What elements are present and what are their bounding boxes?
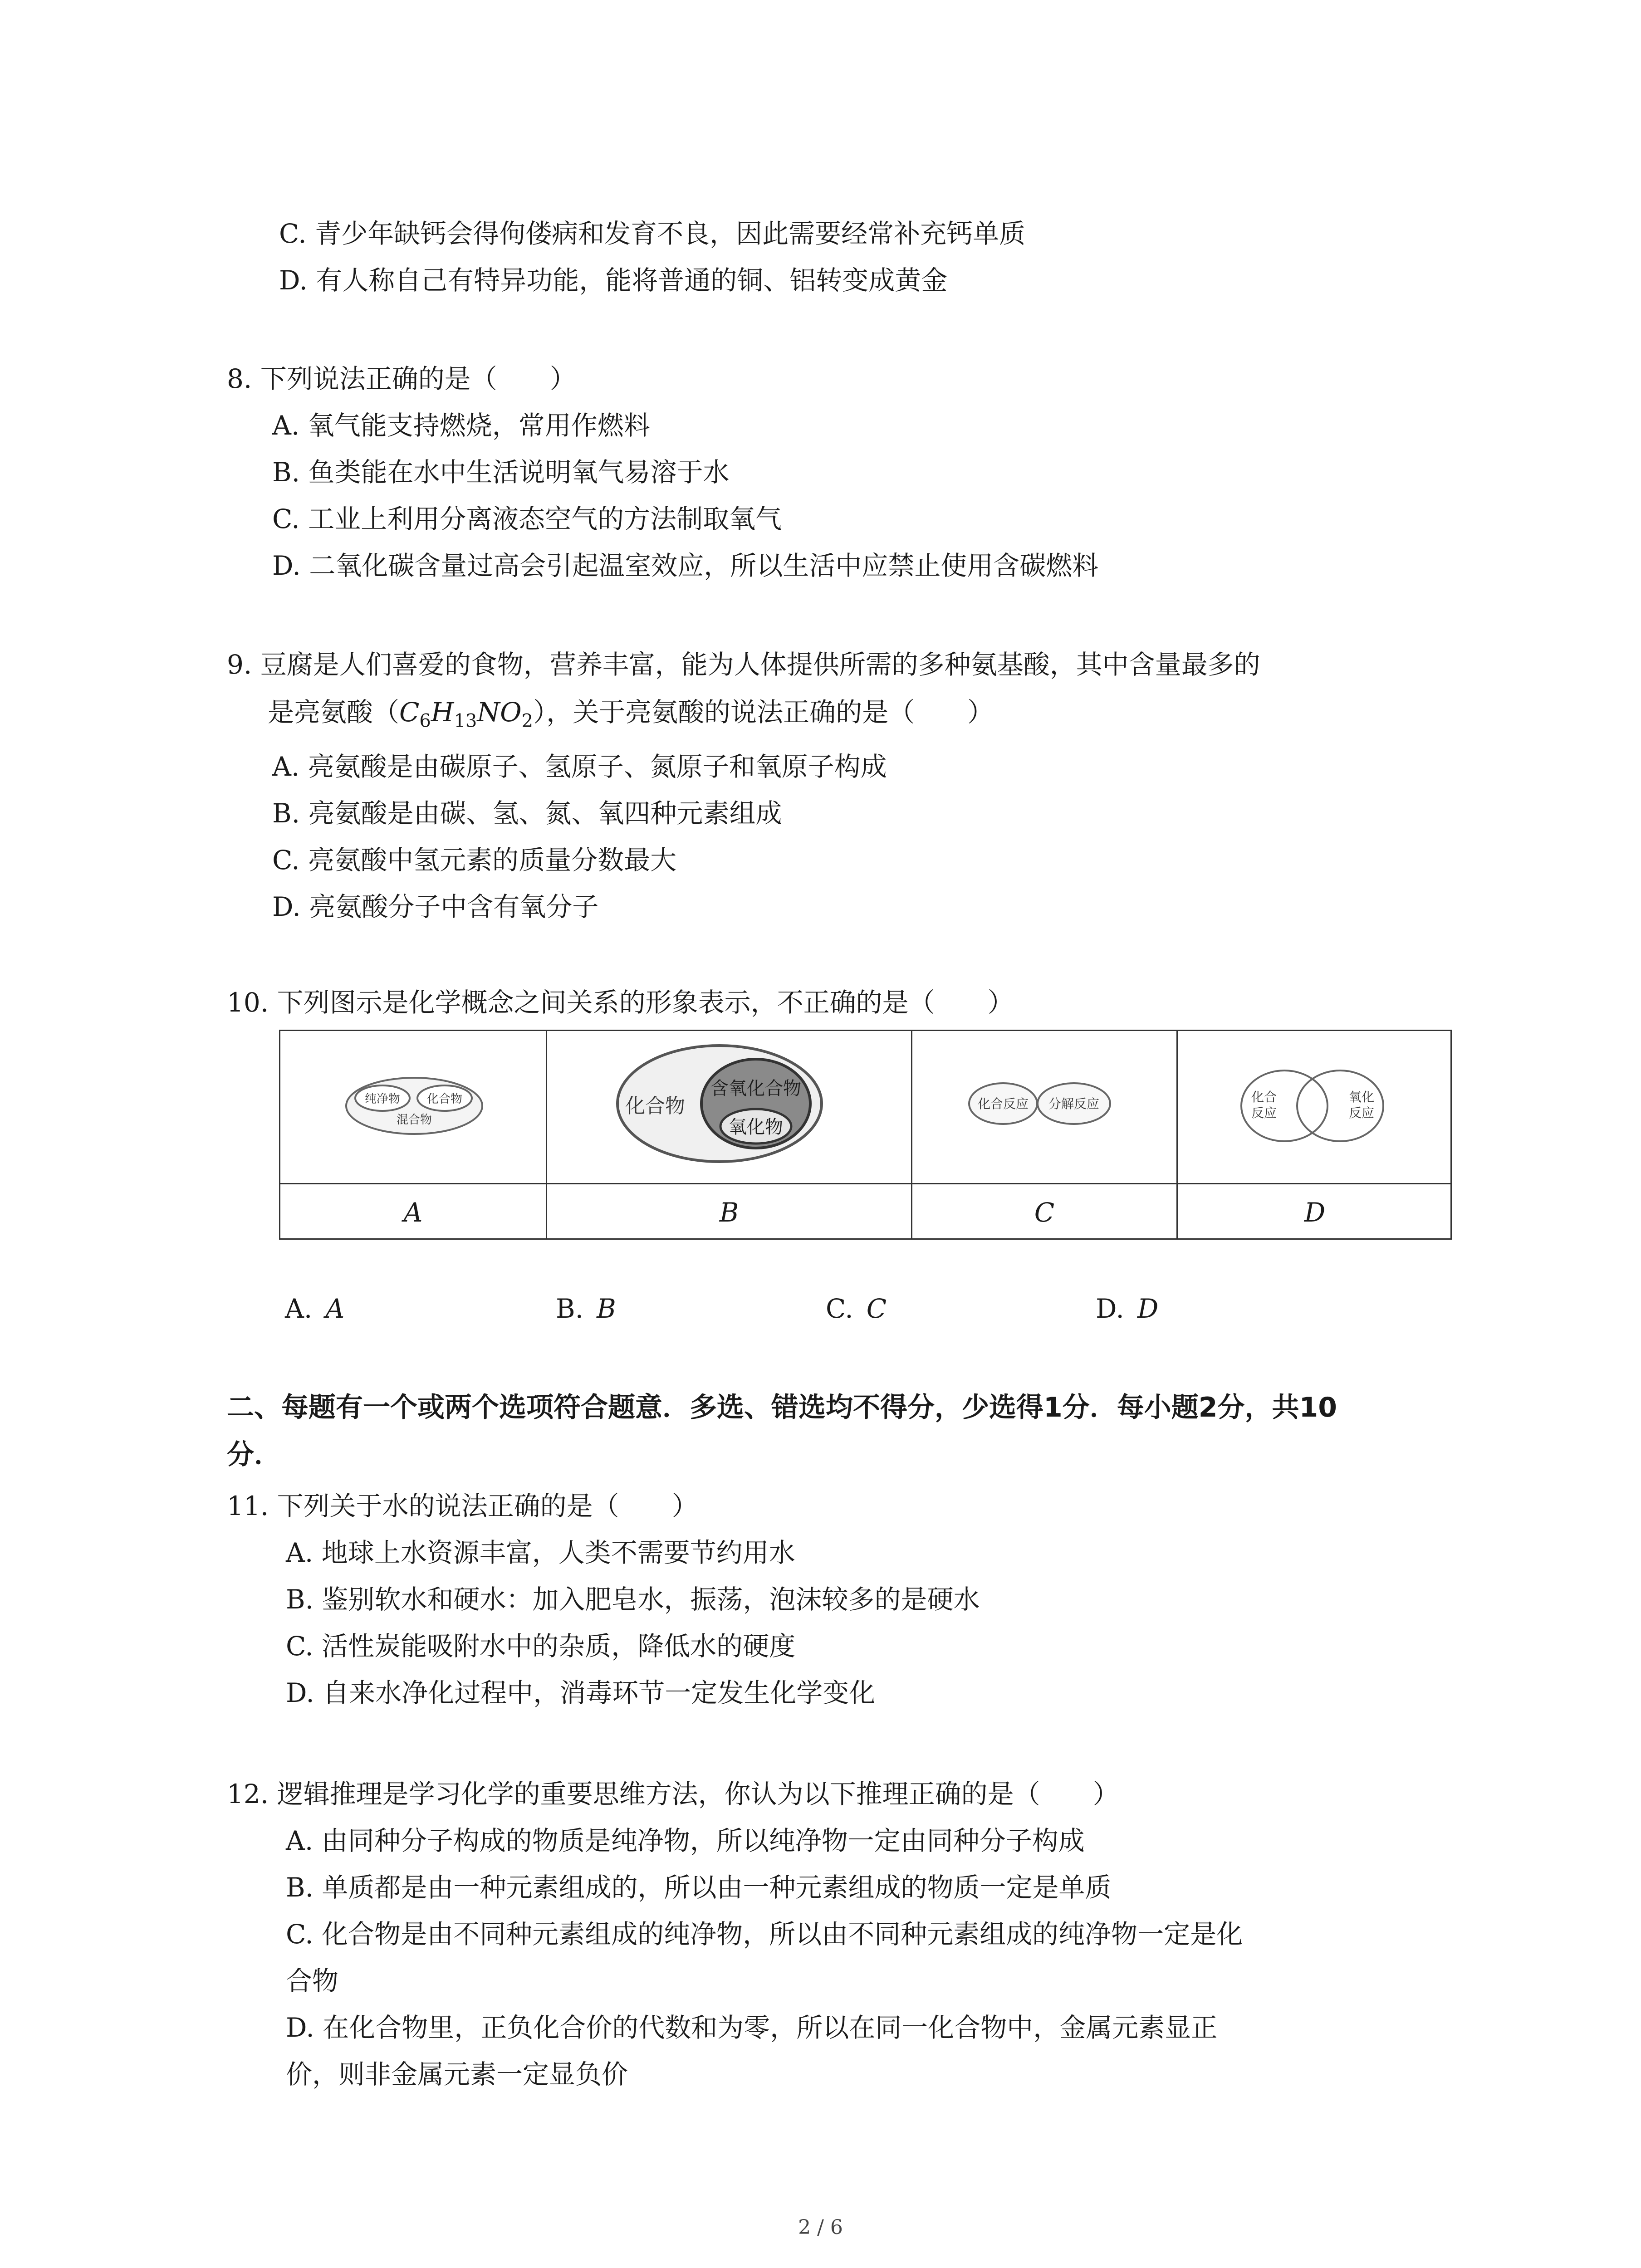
label-compound: 化合物 (625, 1095, 685, 1118)
q11-stem: 11. 下列关于水的说法正确的是（ ） (227, 1491, 698, 1521)
q9-option-b: B. 亮氨酸是由碳、氢、氮、氧四种元素组成 (272, 798, 782, 829)
option-value: B (597, 1293, 616, 1324)
option-prefix: B. (556, 1293, 584, 1324)
option-prefix: C. (826, 1293, 853, 1324)
q9-option-a: A. 亮氨酸是由碳原子、氢原子、氮原子和氧原子构成 (272, 751, 887, 782)
q9-stem-pre: 是亮氨酸（ (268, 697, 400, 728)
formula-sub-o: 2 (521, 710, 534, 732)
option-value: C (866, 1293, 887, 1324)
formula-no: NO (477, 697, 522, 728)
q10-option-a (285, 1293, 344, 1325)
option-value: A (325, 1293, 345, 1324)
q12-option-c-line2: 合物 (286, 1965, 339, 1996)
q12-option-d-line1: D. 在化合物里，正负化合价的代数和为零，所以在同一化合物中，金属元素显正 (286, 2012, 1218, 2043)
option-value: D (1137, 1293, 1159, 1324)
diagram-a (280, 1031, 546, 1183)
q9-stem-line2 (268, 696, 994, 737)
label-oxide: 氧化物 (729, 1117, 783, 1138)
diagram-label-d: D (1304, 1197, 1326, 1228)
diagram-label-c: C (1034, 1197, 1055, 1228)
formula-sub-c: 6 (419, 710, 431, 732)
q10-option-b (556, 1293, 616, 1325)
q9-stem-line1: 9. 豆腐是人们喜爱的食物，营养丰富，能为人体提供所需的多种氨基酸，其中含量最多的 (227, 649, 1260, 680)
q10-stem: 10. 下列图示是化学概念之间关系的形象表示，不正确的是（ ） (227, 987, 1014, 1018)
page-number: 2 / 6 (798, 2216, 843, 2239)
diagram-d (1178, 1031, 1452, 1183)
diagram-label-a: A (403, 1197, 423, 1228)
q12-stem: 12. 逻辑推理是学习化学的重要思维方法，你认为以下推理正确的是（ ） (227, 1779, 1119, 1809)
formula-c: C (399, 697, 420, 728)
label-decomposition-reaction: 分解反应 (1048, 1096, 1100, 1111)
label-compound: 化合物 (426, 1092, 463, 1106)
label-reaction: 反应 (1251, 1105, 1277, 1120)
q8-option-c: C. 工业上利用分离液态空气的方法制取氧气 (272, 503, 782, 534)
q10-option-c (826, 1293, 887, 1325)
q11-option-b: B. 鉴别软水和硬水：加入肥皂水，振荡，泡沫较多的是硬水 (286, 1584, 980, 1615)
q8-option-d: D. 二氧化碳含量过高会引起温室效应，所以生活中应禁止使用含碳燃料 (272, 550, 1099, 581)
q8-option-a: A. 氧气能支持燃烧，常用作燃料 (272, 410, 650, 441)
label-combination-reaction: 化合反应 (977, 1096, 1029, 1111)
q12-option-d-line2: 价，则非金属元素一定显负价 (286, 2059, 628, 2090)
q12-option-a: A. 由同种分子构成的物质是纯净物，所以纯净物一定由同种分子构成 (286, 1825, 1085, 1856)
q10-option-d (1096, 1293, 1158, 1325)
label-oxygen-compound: 含氧化合物 (710, 1078, 801, 1099)
q11-option-a: A. 地球上水资源丰富，人类不需要节约用水 (286, 1537, 795, 1568)
q11-option-d: D. 自来水净化过程中，消毒环节一定发生化学变化 (286, 1677, 876, 1708)
diagram-label-b: B (719, 1197, 739, 1228)
q12-option-b: B. 单质都是由一种元素组成的，所以由一种元素组成的物质一定是单质 (286, 1872, 1112, 1903)
q11-option-c: C. 活性炭能吸附水中的杂质，降低水的硬度 (286, 1631, 796, 1662)
q8-stem: 8. 下列说法正确的是（ ） (227, 363, 576, 394)
option-prefix: A. (285, 1293, 313, 1324)
q9-stem-post: ），关于亮氨酸的说法正确的是（ ） (533, 697, 994, 728)
q9-option-d: D. 亮氨酸分子中含有氧分子 (272, 891, 599, 922)
diagram-b (547, 1031, 911, 1183)
label-pure-substance: 纯净物 (364, 1092, 401, 1106)
option-prefix: D. (1096, 1293, 1124, 1324)
label-oxidation: 氧化 (1348, 1090, 1375, 1105)
q9-option-c: C. 亮氨酸中氢元素的质量分数最大 (272, 845, 677, 875)
q8-option-b: B. 鱼类能在水中生活说明氧气易溶于水 (272, 457, 730, 488)
q12-option-c-line1: C. 化合物是由不同种元素组成的纯净物，所以由不同种元素组成的纯净物一定是化 (286, 1919, 1243, 1950)
section-2-heading-line1: 二、每题有一个或两个选项符合题意．多选、错选均不得分，少选得1分．每小题2分，共10 (227, 1392, 1337, 1423)
q7-option-c: C. 青少年缺钙会得佝偻病和发育不良，因此需要经常补充钙单质 (279, 218, 1026, 249)
formula-sub-h: 13 (454, 710, 477, 732)
diagram-c (912, 1031, 1176, 1183)
section-2-heading-line2: 分． (227, 1439, 281, 1471)
formula-h: H (431, 697, 454, 728)
table-row-divider (280, 1183, 1450, 1184)
label-mixture: 混合物 (396, 1113, 432, 1127)
label-reaction: 反应 (1348, 1105, 1375, 1120)
label-combination: 化合 (1251, 1090, 1277, 1105)
q10-diagram-table (279, 1030, 1452, 1240)
q7-option-d: D. 有人称自己有特异功能，能将普通的铜、铝转变成黄金 (279, 265, 948, 296)
